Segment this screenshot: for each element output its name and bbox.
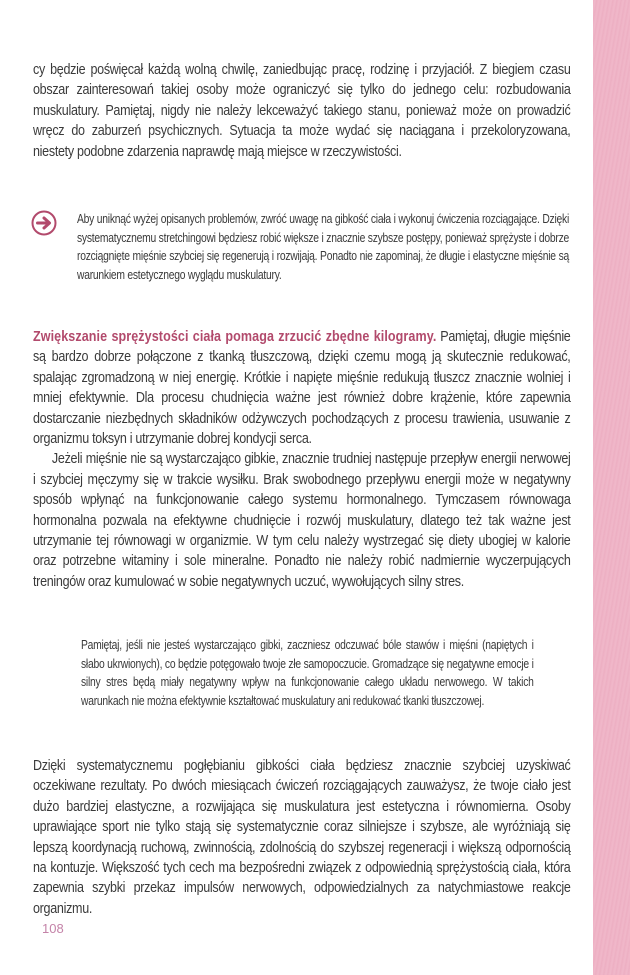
closing-block: [33, 756, 571, 919]
closing-paragraph: Dzięki systematycznemu pogłębianiu gibkości ciała będziesz znacznie szybciej uzyskiwać oczekiwane rezultaty. Po dwóch miesiącach ćwiczeń rozciągających zauważysz, że twoje ciało jest dużo bardziej elastyczne, a rozwijająca się muskulatura jest estetyczna i równomierna. Osoby uprawiające sport nie tylko stają się systematycznie coraz silniejsze i szybsze, ale wyróżniają się lepszą koordynacją ruchową, zwinnością, zdolnością do szybszej regeneracji i większą odpornością na kontuzje. Większość tych cech ma bezpośredni związek z odpowiednią sprężystością ciała, która zapewnia szybki przekaz impulsów nerwowych, odpowiedzialnych za natychmiastowe reakcje organizmu.: [33, 758, 571, 917]
intro-paragraph: cy będzie poświęcał każdą wolną chwilę, zaniedbując pracę, rodzinę i przyjaciół. Z biegiem czasu obszar zainteresowań takiej osoby może ograniczyć się tylko do jednego celu: rozbudowania muskulatury. Pamiętaj, nigdy nie należy lekceważyć takiego stanu, ponieważ może on prowadzić wręcz do zaburzeń psychicznych. Sytuacja ta może wydać się naciągana i przekoloryzowana, niestety podobne zdarzenia naprawdę mają miejsce w rzeczywistości.: [33, 62, 571, 160]
intro-block: [33, 60, 571, 162]
section-block: [33, 327, 571, 592]
tip-text: Aby uniknąć wyżej opisanych problemów, zwróć uwagę na gibkość ciała i wykonuj ćwiczenia rozciągające. Dzięki systematycznemu stretchingowi będziesz robić większe i znacznie szybsze postępy, ponieważ sprężyste i dobrze rozciągnięte mięśnie szybciej się regenerują i rozwijają. Ponadto nie zapominaj, że długie i elastyczne mięśnie są warunkiem estetycznego wyglądu muskulatury.: [77, 212, 569, 282]
section-paragraph-1: [33, 327, 571, 449]
section-heading: Zwiększanie sprężystości ciała pomaga zrzucić zbędne kilogramy.: [33, 329, 437, 345]
section-paragraph-1-text: Pamiętaj, długie mięśnie są bardzo dobrze połączone z tkanką tłuszczową, dzięki czemu mogą ją skutecznie redukować, spalając zgromadzoną w niej energię. Krótkie i napięte mięśnie redukują tłuszcz znacznie wolniej i mniej efektywnie. Dla procesu chudnięcia ważne jest również dobre krążenie, które zapewnia dostarczanie niezbędnych składników odżywczych pochodzących z procesu trawienia, usuwanie z organizmu toksyn i utrzymanie dobrej kondycji serca.: [33, 329, 571, 448]
page-number: 108: [42, 921, 64, 936]
arrow-circle-right-icon: [31, 210, 57, 236]
section-paragraph-2: Jeżeli mięśnie nie są wystarczająco gibkie, znacznie trudniej następuje przepływ energii nerwowej i szybciej męczymy się w trakcie wysiłku. Brak swobodnego przepływu energii może w negatywny sposób wpłynąć na funkcjonowanie całego systemu hormonalnego. Tymczasem równowaga hormonalna pozwala na efektywne chudnięcie i rozwój muskulatury, dlatego też tak ważne jest utrzymanie tej równowagi w organizmie. W tym celu należy wystrzegać się diety ubogiej w kalorie oraz potrzebne witaminy i sole mineralne. Ponadto nie należy robić nadmiernie wyczerpujących treningów oraz kumulować w sobie negatywnych uczuć, wywołujących silny stres.: [33, 451, 571, 590]
note-box: Pamiętaj, jeśli nie jesteś wystarczająco gibki, zaczniesz odczuwać bóle stawów i mięśni (napiętych i słabo ukrwionych), co będzie potęgowało twoje złe samopoczucie. Gromadzące się negatywne emocje i silny stres będą miały negatywny wpływ na funkcjonowanie całego układu nerwowego. W takich warunkach nie można efektywnie kształtować muskulatury ani redukować tkanki tłuszczowej.: [81, 638, 534, 708]
page-edge-strip: [593, 0, 630, 975]
